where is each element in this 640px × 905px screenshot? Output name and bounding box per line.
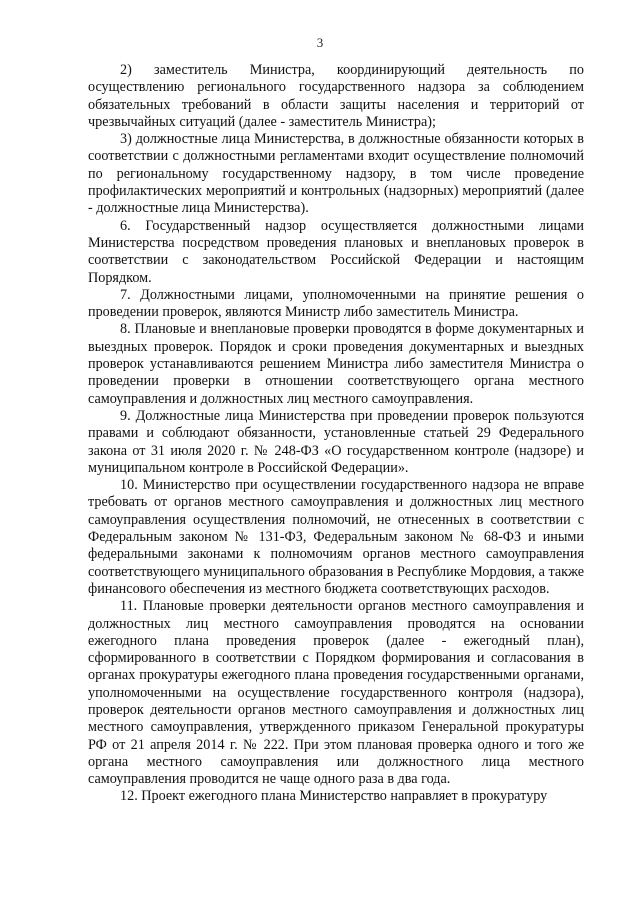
paragraph-7: 7. Должностными лицами, уполномоченными на принятие решения о проведении проверок, являются Министр либо заместитель Министра. — [88, 286, 584, 321]
paragraph-officials: 3) должностные лица Министерства, в должностные обязанности которых в соответствии с должностными регламентами входит осуществление полномочий по региональному государственному надзору, в том числе проведение профилактических мероприятий и контрольных (надзорных) мероприятий (далее - должностные лица Министерства). — [88, 131, 584, 217]
paragraph-12: 12. Проект ежегодного плана Министерство направляет в прокуратуру — [120, 788, 548, 805]
paragraph-8: 8. Плановые и внеплановые проверки проводятся в форме документарных и выездных проверок. Порядок и сроки проведения документарных и выездных проверок устанавливаются решением Министра либо заместителя Министра о проведении проверки в отношении соответствующего органа местного самоуправления и должностных лиц местного самоуправления. — [88, 321, 584, 407]
paragraph-10: 10. Министерство при осуществлении государственного надзора не вправе требовать от органов местного самоуправления и должностных лиц местного самоуправления осуществления полномочий, не отнесенных в соответствии с Федеральным законом № 131-ФЗ, Федеральным законом № 68-ФЗ и иными федеральными законами к полномочиям органов местного самоуправления соответствующего муниципального образования в Республике Мордовия, а также финансового обеспечения из местного бюджета соответствующих расходов. — [88, 477, 584, 597]
paragraph-9: 9. Должностные лица Министерства при проведении проверок пользуются правами и соблюдают обязанности, установленные статьей 29 Федерального закона от 31 июля 2020 г. № 248-ФЗ «О государственном контроле (надзоре) и муниципальном контроле в Российской Федерации». — [88, 407, 584, 476]
page-number: 3 — [316, 35, 324, 50]
paragraph-11: 11. Плановые проверки деятельности органов местного самоуправления и должностных лиц местного самоуправления проводятся на основании ежегодного плана проведения проверок (далее - ежегодный план), сформированного в соответствии с Порядком формирования и согласования в органах прокуратуры ежегодного плана проведения государственными органами, уполномоченными на осуществление государственного контроля (надзора), проверок деятельности органов местного самоуправления и должностных лиц местного самоуправления, утвержденного приказом Генеральной прокуратуры РФ от 21 апреля 2014 г. № 222. При этом плановая проверка одного и того же органа местного самоуправления или должностного лица местного самоуправления проводится не чаще одного раза в два года. — [88, 598, 584, 788]
paragraph-6: 6. Государственный надзор осуществляется должностными лицами Министерства посредством проведения плановых и внеплановых проверок в соответствии с законодательством Российской Федерации и настоящим Порядком. — [88, 217, 584, 286]
document-body — [88, 62, 584, 806]
paragraph-deputy-minister: 2) заместитель Министра, координирующий деятельность по осуществлению регионального государственного надзора за соблюдением обязательных требований в области защиты населения и территорий от чрезвычайных ситуаций (далее - заместитель Министра); — [88, 62, 584, 130]
